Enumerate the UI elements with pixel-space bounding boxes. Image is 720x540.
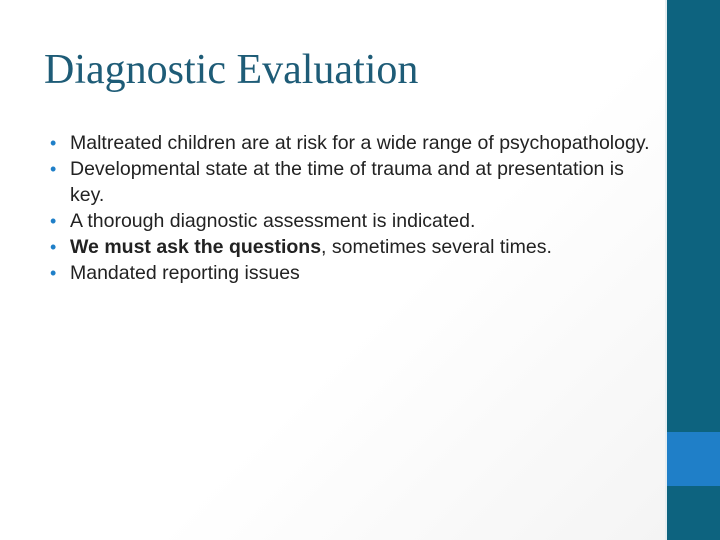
bullet-text: Developmental state at the time of trauma and at presentation is key. — [70, 158, 624, 206]
bullet-text: Maltreated children are at risk for a wide range of psychopathology. — [70, 132, 650, 154]
bullet-text: Mandated reporting issues — [70, 262, 300, 284]
bullet-text: , sometimes several times. — [321, 236, 552, 258]
bullet-item — [50, 234, 650, 260]
bullet-icon: • — [50, 133, 57, 153]
bullet-item — [50, 260, 650, 286]
bullet-icon: • — [50, 211, 57, 231]
bullet-item — [50, 130, 650, 156]
bullet-text: A thorough diagnostic assessment is indicated. — [70, 210, 476, 232]
bullet-item — [50, 156, 650, 208]
bullet-list — [50, 130, 650, 286]
bullet-icon: • — [50, 159, 57, 179]
side-accent-block — [667, 432, 720, 486]
bullet-bold-text: We must ask the questions — [70, 236, 322, 258]
bullet-icon: • — [50, 263, 57, 283]
bullet-item — [50, 208, 650, 234]
slide-title: Diagnostic Evaluation — [44, 47, 419, 93]
bullet-icon: • — [50, 237, 57, 257]
